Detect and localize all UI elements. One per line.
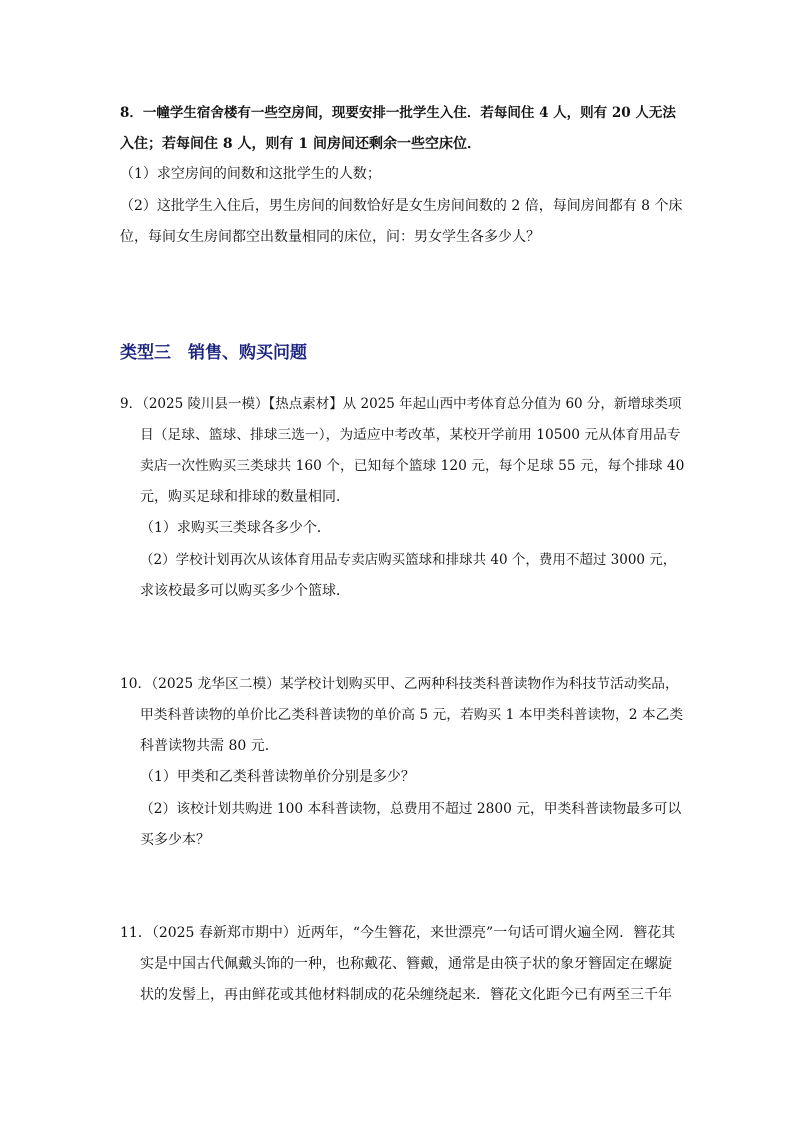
q11-line-3: 状的发髻上，再由鲜花或其他材料制成的花朵缠绕起来．簪花文化距今已有两至三千年 — [140, 987, 672, 1003]
q9-part-2-line-1: （2）学校计划再次从该体育用品专卖店购买篮球和排球共 40 个，费用不超过 3000 元， — [140, 552, 677, 568]
q9-part-1: （1）求购买三类球各多少个． — [140, 520, 331, 536]
q11-line-1: 11．（2025 春新郑市期中）近两年，“今生簪花，来世漂亮”一句话可谓火遍全网．簪花其 — [120, 925, 676, 941]
q9-line-4: 元，购买足球和排球的数量相同． — [140, 489, 350, 505]
q9-line-2: 目（足球、篮球、排球三选一），为适应中考改革，某校开学前用 10500 元从体育用品专 — [140, 427, 681, 443]
q8-part-2-line-1: （2）这批学生入住后，男生房间的间数恰好是女生房间间数的 2 倍，每间房间都有 8 个床 — [120, 198, 683, 214]
q9-line-1: 9．（2025 陵川县一模）【热点素材】从 2025 年起山西中考体育总分值为 60 分，新增球类项 — [120, 396, 682, 412]
q10-part-1: （1）甲类和乙类科普读物单价分别是多少？ — [140, 769, 415, 785]
q10-line-3: 科普读物共需 80 元． — [140, 738, 279, 754]
q10-line-1: 10．（2025 龙华区二模）某学校计划购买甲、乙两种科技类科普读物作为科技节活动奖品， — [120, 676, 679, 692]
q10-part-2-line-1: （2）该校计划共购进 100 本科普读物，总费用不超过 2800 元，甲类科普读物最多可以 — [140, 801, 682, 817]
q11-line-2: 实是中国古代佩戴头饰的一种，也称戴花、簪戴，通常是由筷子状的象牙簪固定在螺旋 — [140, 956, 672, 972]
q9-part-2-line-2: 求该校最多可以购买多少个篮球． — [140, 583, 350, 599]
q8-line-1: 8．一幢学生宿舍楼有一些空房间，现要安排一批学生入住．若每间住 4 人，则有 20 人无法 — [120, 105, 676, 121]
q10-line-2: 甲类科普读物的单价比乙类科普读物的单价高 5 元，若购买 1 本甲类科普读物，2 本乙类 — [140, 707, 684, 723]
q10-part-2-line-2: 买多少本？ — [140, 832, 210, 848]
q9-line-3: 卖店一次性购买三类球共 160 个，已知每个篮球 120 元，每个足球 55 元，每个排球 40 — [140, 458, 685, 474]
section-heading: 类型三 销售、购买问题 — [120, 343, 307, 363]
q8-part-1: （1）求空房间的间数和这批学生的人数； — [120, 166, 381, 182]
q8-line-2: 入住；若每间住 8 人，则有 1 间房间还剩余一些空床位． — [120, 136, 481, 152]
q8-part-2-line-2: 位，每间女生房间都空出数量相同的床位，问：男女学生各多少人？ — [120, 229, 540, 245]
